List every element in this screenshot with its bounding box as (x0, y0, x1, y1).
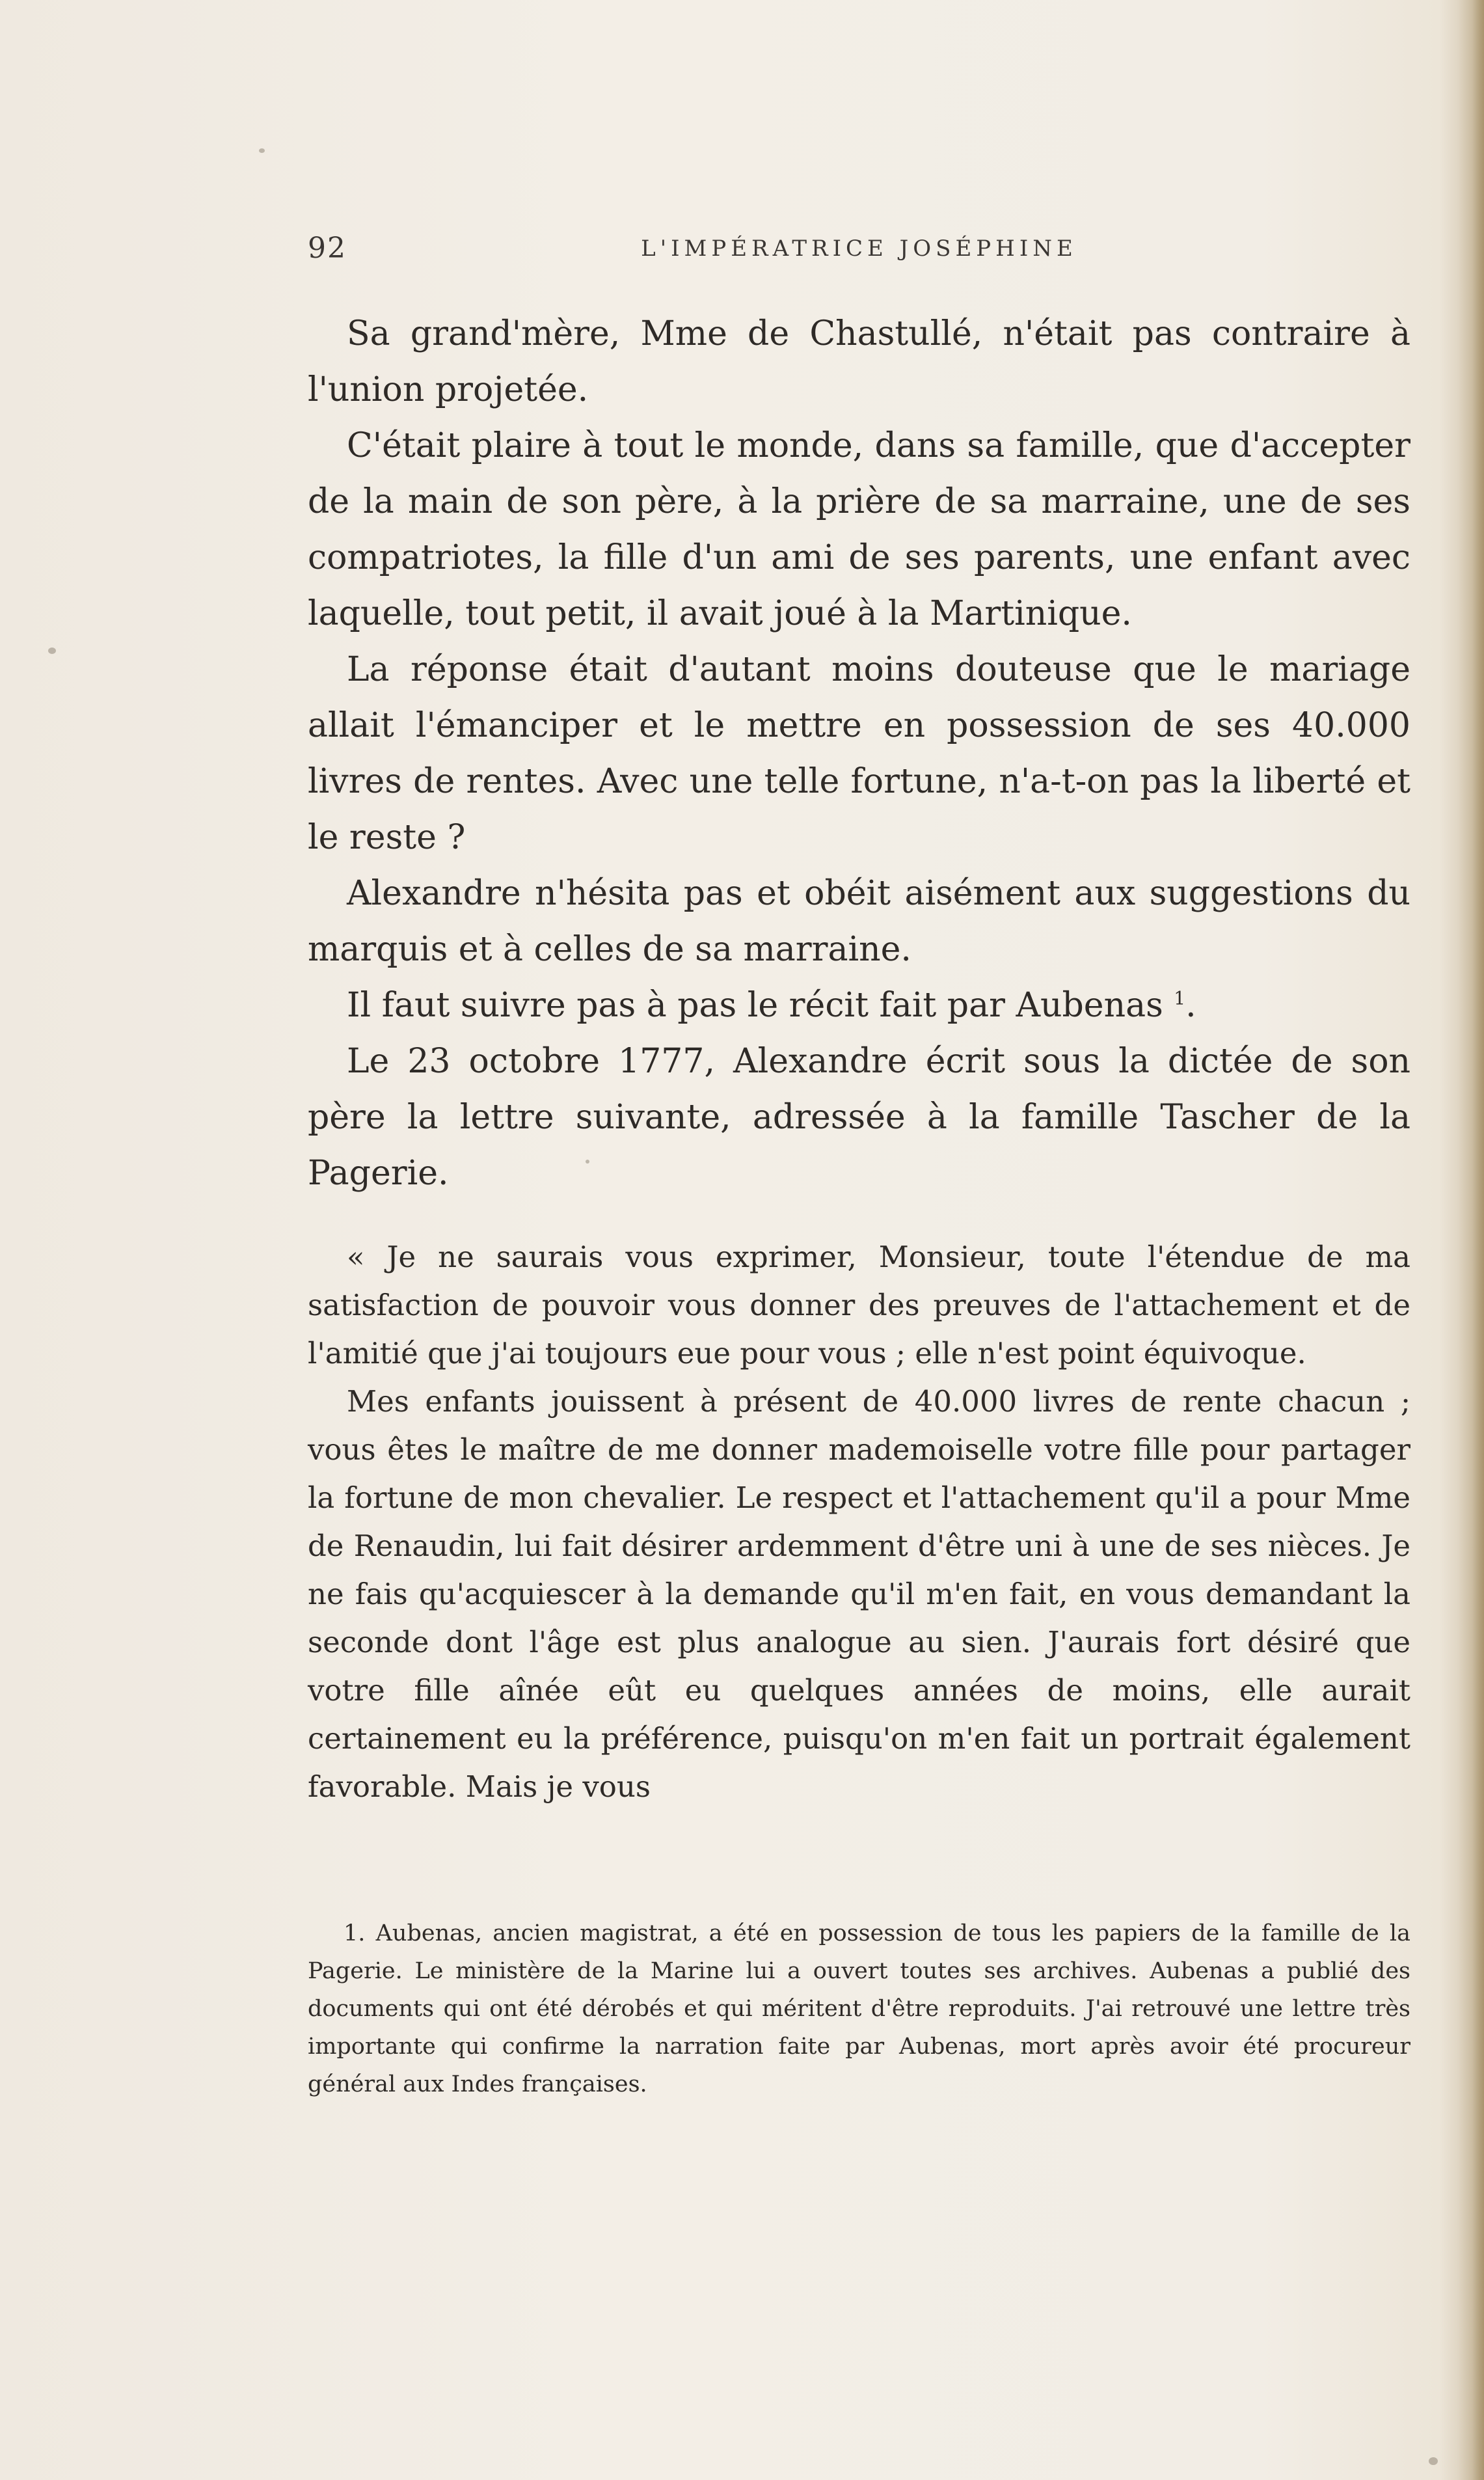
paper-speck (1429, 2457, 1438, 2465)
footnote-text: 1. Aubenas, ancien magistrat, a été en possession de tous les papiers de la famille de la Pagerie. Le ministère de la Marine lui a ouvert toutes ses archives. Aubenas a publié des documents qui ont été dérobés et qui méritent d'être reproduits. J'ai retrouvé une lettre très importante qui confirme la narration faite par Aubenas, mort après avoir été procureur général aux Indes françaises. (308, 1920, 1410, 2097)
main-text (308, 306, 1410, 1201)
page-number: 92 (308, 232, 347, 265)
footnote-reference: 1 (1174, 987, 1186, 1009)
paragraph: Le 23 octobre 1777, Alexandre écrit sous la dictée de son père la lettre suivante, adressée à la famille Tascher de la Pagerie. (308, 1042, 1410, 1193)
paragraph: Sa grand'mère, Mme de Chastullé, n'était pas contraire à l'union projetée. (308, 314, 1410, 409)
paragraph: Alexandre n'hésita pas et obéit aisément aux suggestions du marquis et à celles de sa marraine. (308, 874, 1410, 969)
footnote (308, 1915, 1410, 2103)
running-title: L'IMPÉRATRICE JOSÉPHINE (641, 236, 1077, 262)
paper-speck (48, 647, 56, 654)
letter-paragraph: Mes enfants jouissent à présent de 40.000 livres de rente chacun ; vous êtes le maître de me donner mademoiselle votre fille pour partager la fortune de mon chevalier. Le respect et l'attachement qu'il a pour Mme de Renaudin, lui fait désirer ardemment d'être uni à une de ses nièces. Je ne fais qu'acquiescer à la demande qu'il m'en fait, en vous demandant la seconde dont l'âge est plus analogue au sien. J'aurais fort désiré que votre fille aînée eût eu quelques années de moins, elle aurait certainement eu la préférence, puisqu'on m'en fait un portrait également favorable. Mais je vous (308, 1384, 1410, 1804)
quoted-letter (308, 1233, 1410, 1811)
paragraph: La réponse était d'autant moins douteuse que le mariage allait l'émanciper et le mettre en possession de ses 40.000 livres de rentes. Avec une telle fortune, n'a-t-on pas la liberté et le reste ? (308, 650, 1410, 857)
paragraph: C'était plaire à tout le monde, dans sa famille, que d'accepter de la main de son père, à la prière de sa marraine, une de ses compatriotes, la fille d'un ami de ses parents, une enfant avec laquelle, tout petit, il avait joué à la Martinique. (308, 426, 1410, 633)
page-header (308, 232, 1410, 277)
page-edge-shadow (1458, 0, 1484, 2480)
paragraph-text: Il faut suivre pas à pas le récit fait par Aubenas (347, 986, 1163, 1025)
paragraph-with-footnote: Il faut suivre pas à pas le récit fait par Aubenas $^1$. (347, 986, 1196, 1025)
letter-paragraph: « Je ne saurais vous exprimer, Monsieur, toute l'étendue de ma satisfaction de pouvoir vous donner des preuves de l'attachement et de l'amitié que j'ai toujours eue pour vous ; elle n'est point équivoque. (308, 1240, 1410, 1370)
paper-speck (259, 148, 265, 153)
